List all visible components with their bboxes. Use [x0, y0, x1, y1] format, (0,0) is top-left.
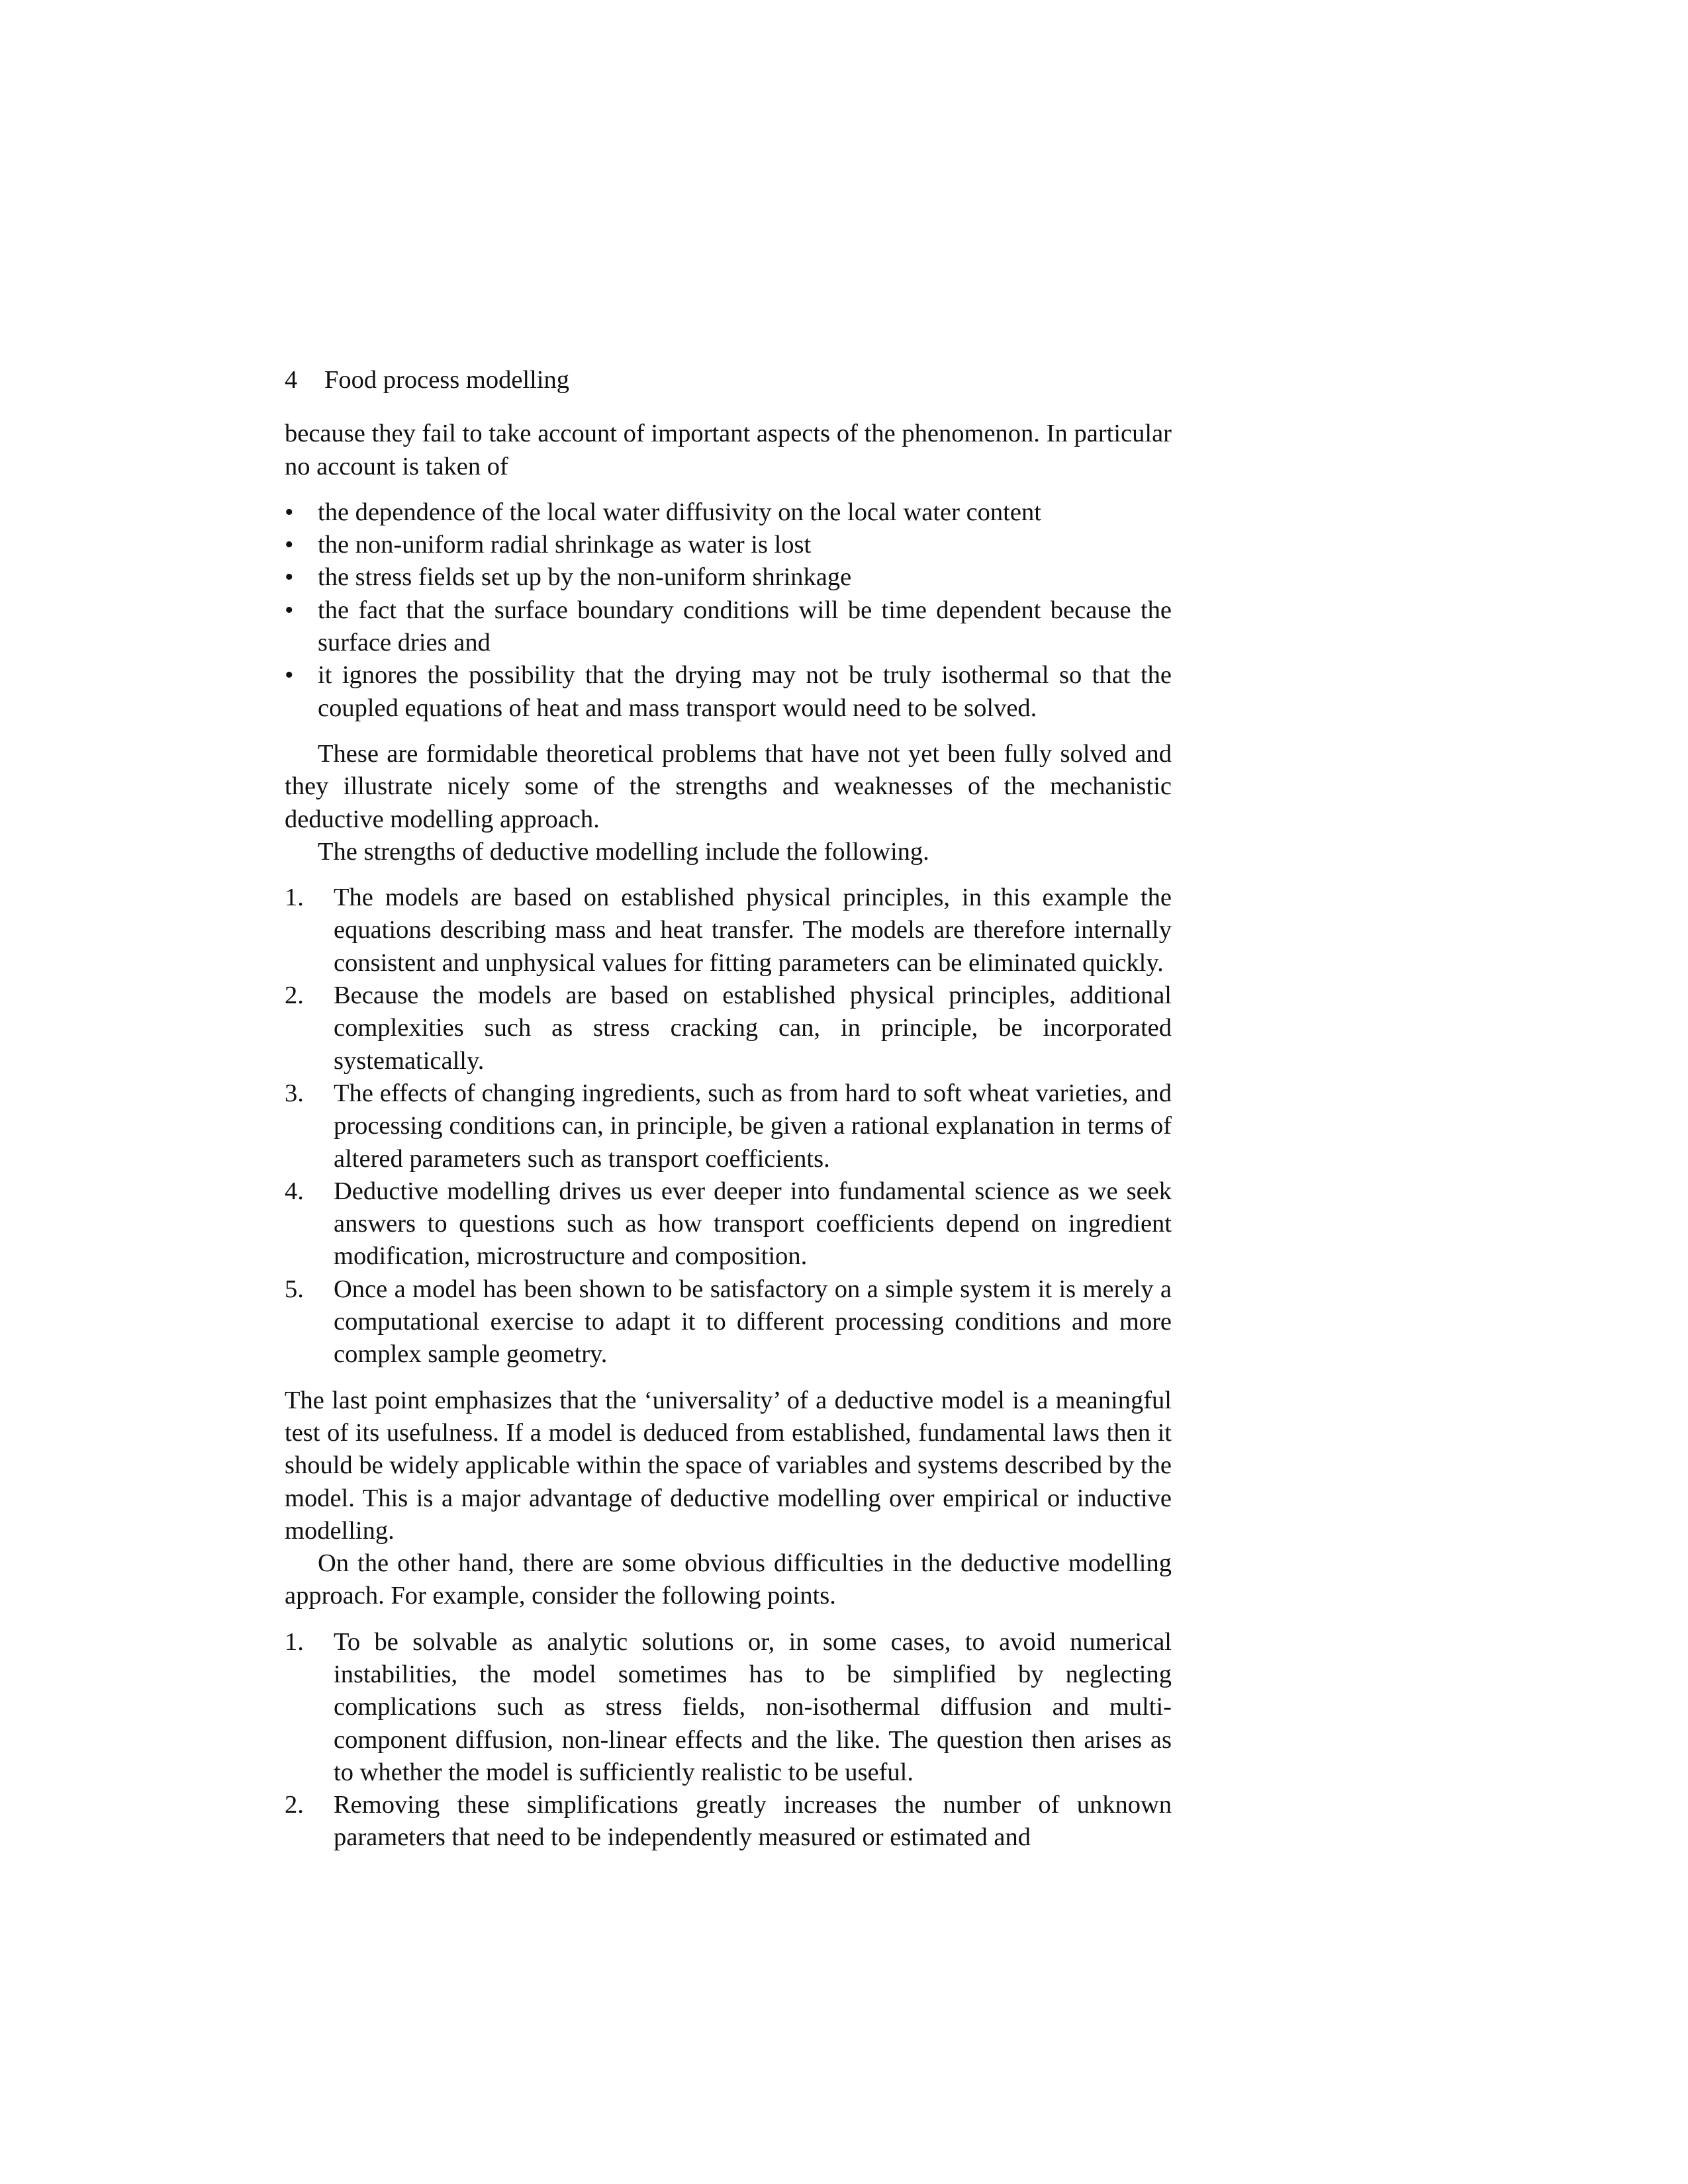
- list-item-text: Once a model has been shown to be satisfactory on a simple system it is merely a computational exercise to adapt it to different processing conditions and more complex sample geometry.: [334, 1275, 1172, 1369]
- book-page: [285, 364, 1172, 1868]
- item-number: 2.: [285, 1791, 304, 1819]
- limitations-list: [285, 496, 1172, 725]
- item-number: 2.: [285, 981, 304, 1010]
- list-item-text: the dependence of the local water diffusivity on the local water content: [318, 498, 1041, 526]
- list-item-text: Deductive modelling drives us ever deeper into fundamental science as we seek answers to questions such as how transport coefficients depend on ingredient modification, microstructure and composition.: [334, 1177, 1172, 1271]
- formidable-paragraph: These are formidable theoretical problems that have not yet been fully solved and they illustrate nicely some of the strengths and weaknesses of the mechanistic deductive modelling approach.: [285, 739, 1172, 833]
- item-number: 4.: [285, 1177, 304, 1205]
- list-item: [285, 659, 1172, 725]
- intro-paragraph: because they fail to take account of important aspects of the phenomenon. In particular no account is taken of: [285, 420, 1172, 480]
- list-item: [285, 1626, 1172, 1789]
- list-item-text: the fact that the surface boundary conditions will be time dependent because the surface dries and: [318, 596, 1172, 657]
- bullet-icon: •: [285, 661, 294, 690]
- list-item: [285, 496, 1172, 529]
- page-number: 4: [285, 366, 298, 394]
- list-item: [285, 1789, 1172, 1854]
- item-number: 3.: [285, 1079, 304, 1107]
- list-item: [285, 529, 1172, 561]
- list-item: [285, 1273, 1172, 1371]
- strengths-intro-paragraph: The strengths of deductive modelling include the following.: [318, 837, 929, 866]
- list-item: [285, 594, 1172, 660]
- bullet-icon: •: [285, 531, 294, 559]
- item-number: 1.: [285, 884, 304, 912]
- list-item-text: The effects of changing ingredients, such as from hard to soft wheat varieties, and processing conditions can, in principle, be given a rational explanation in terms of altered parameters such as transport coefficients.: [334, 1079, 1172, 1173]
- list-item: [285, 979, 1172, 1077]
- list-item-text: it ignores the possibility that the drying may not be truly isothermal so that the coupled equations of heat and mass transport would need to be solved.: [318, 661, 1172, 722]
- bullet-icon: •: [285, 498, 294, 526]
- difficulties-list: [285, 1626, 1172, 1854]
- bullet-icon: •: [285, 596, 294, 624]
- list-item: [285, 1175, 1172, 1273]
- list-item-text: To be solvable as analytic solutions or, in some cases, to avoid numerical instabilities, the model sometimes has to be simplified by neglecting complications such as stress fields, non-isothermal diffusion and multi-component diffusion, non-linear effects and the like. The question then arises as to whether the model is sufficiently realistic to be useful.: [334, 1627, 1172, 1786]
- item-number: 5.: [285, 1275, 304, 1303]
- list-item: [285, 561, 1172, 594]
- list-item-text: Removing these simplifications greatly increases the number of unknown parameters that need to be independently measured or estimated and: [334, 1791, 1172, 1852]
- running-head: [285, 364, 1172, 396]
- item-number: 1.: [285, 1627, 304, 1656]
- running-head-title: Food process modelling: [324, 366, 569, 394]
- last-point-paragraph: The last point emphasizes that the ‘universality’ of a deductive model is a meaningful test of its usefulness. If a model is deduced from established, fundamental laws then it should be widely applicable within the space of variables and systems described by the model. This is a major advantage of deductive modelling over empirical or inductive modelling.: [285, 1386, 1172, 1545]
- list-item: [285, 882, 1172, 979]
- list-item: [285, 1077, 1172, 1175]
- list-item-text: the stress fields set up by the non-uniform shrinkage: [318, 563, 852, 592]
- bullet-icon: •: [285, 563, 294, 592]
- strengths-list: [285, 882, 1172, 1371]
- list-item-text: Because the models are based on established physical principles, additional complexities such as stress cracking can, in principle, be incorporated systematically.: [334, 981, 1172, 1075]
- list-item-text: The models are based on established physical principles, in this example the equations describing mass and heat transfer. The models are therefore internally consistent and unphysical values for fitting parameters can be eliminated quickly.: [334, 884, 1172, 977]
- other-hand-paragraph: On the other hand, there are some obvious difficulties in the deductive modelling approach. For example, consider the following points.: [285, 1549, 1172, 1610]
- list-item-text: the non-uniform radial shrinkage as water is lost: [318, 531, 812, 559]
